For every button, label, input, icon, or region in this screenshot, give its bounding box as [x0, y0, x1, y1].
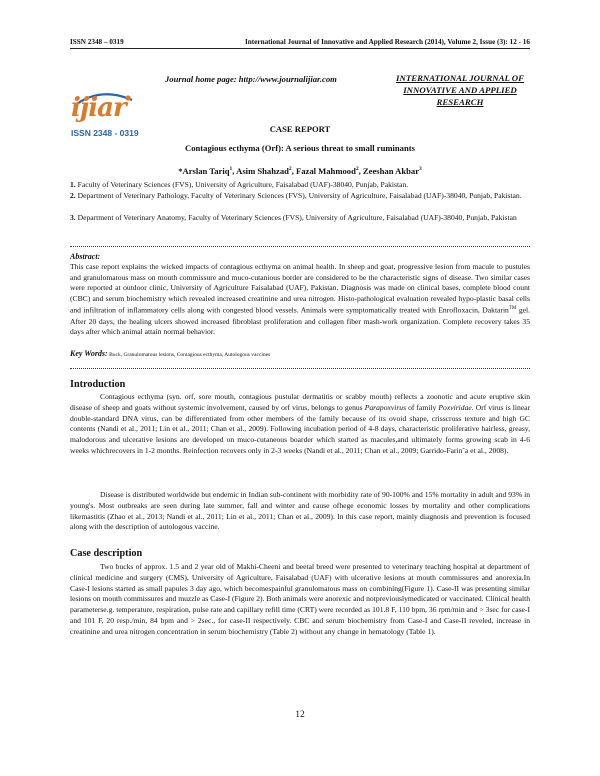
dotted-divider [70, 246, 530, 247]
keywords-text: Buck, Granulomatous lesions, Contagious ecthyma, Autologous vaccines [107, 352, 271, 358]
affiliation-2 [70, 191, 530, 202]
text-run: Contagious ecthyma (syn. orf, sore mouth, contagious pustular dermatitis or scabby mouth) reflects a zoonotic and acute eruptive skin disease of sheep and goats without systemic involvement, caused by orf virus, belongs to genus [70, 392, 530, 412]
author-3 [296, 166, 363, 176]
author-affil-num: 2 [288, 166, 292, 173]
affiliation-text: Department of Veterinary Pathology, Faculty of Veterinary Sciences (FVS), University of Agriculture, Faisalabad (UAF)-38040, Punjab, Pakistan. [75, 191, 522, 200]
page-number: 12 [295, 710, 305, 720]
intro-paragraph-2 [70, 490, 530, 533]
affiliation-number: 1. [70, 180, 76, 189]
family-name: Poxviridae. [438, 402, 474, 412]
running-header [70, 38, 530, 46]
author-1 [178, 166, 236, 176]
article-title: Contagious ecthyma (Orf): A serious threat to small ruminants [185, 143, 415, 153]
affiliation-1 [70, 180, 530, 191]
abstract-text-part: This case report explains the wicked impacts of contagious ecthyma on animal health. In sheep and goat, progressive lesion from macule to pustules and granulomatous mass on mouth commissure and muco-cutanious border are considered to be the characteristic signs of disease. Two similar cases were reported at outdoor clinic, University of Agriculture Faisalabad (UAF), Pakistan. Diagnosis was made on clinical bases, complete blood count (CBC) and serum biochemistry which revealed increased creatinine and urea nitrogen. Histo-pathological evaluation revealed hypo-plastic basal cells and infiltration of inflammatory cells along with congested blood vessels. Animals were symptomatically treated with Enrofloxacin, Daktarin [70, 262, 530, 315]
author-affil-num: 2 [355, 166, 359, 173]
logo-wordmark: ijiar [71, 93, 126, 123]
dotted-divider [70, 368, 530, 369]
abstract-text-part: gel. After 20 days, the healing ulcers showed increased fibroblast proliferation and collagen fiber mash-work organization. Complete recovery takes 35 days after which animal attain normal behavior. [70, 305, 531, 337]
logo-issn: ISSN 2348 - 0319 [71, 128, 139, 138]
header-rule [70, 48, 530, 49]
author-list [0, 166, 600, 176]
keywords-label: Key Words: [70, 349, 108, 358]
journal-name: INTERNATIONAL JOURNAL OF INNOVATIVE AND APPLIED RESEARCH [396, 73, 524, 107]
text-run: Orf virus is linear double-standard DNA virus, can be differentiated from other members of the family because of its ovoid shape, crisscross texture and high GC contents (Nandi et al., 2011; Lin et al., 2011; Chan et al., 2009). Following incubation period of 4-8 days, characteristic proliferative hairless, greasy, malodorous and ulcerative lesions are developed on muco-cutaneous boarder which started as macules,and ultimately forms growing scab in 4-6 weeks whichrecovers in 1-2 months. Reinfection recovers only in 2-3 weeks (Nandi et al., 2011; Chan et al., 2009; Garrido-Farin˜a et al., 2008). [70, 402, 531, 455]
author-separator: , [358, 166, 363, 176]
text-run: Two bucks of approx. 1.5 and 2 year old of Makhi-Cheeni and beetal breed were presented to veterinary teaching hospital at department of clinical medicine and surgery (CMS), University of Agriculture, Faisalabad (UAF) with ulcerative lesions at mouth commissures and anorexia.In Case-I lesions started as small papules 3 day ago, which becomespainful granulomatous mass on combining(Figure 1). Case-II was presenting similar lesions on mouth commissures and muzzle as Case-I (Figure 2). Both animals were anorexic and notpreviouslymedicated or vaccinated. Clinical health parameterse.g. temperature, respiration, pulse rate and capillary refill time (CRT) were recorded as 101.8 F, 110 bpm, 36 rpm/min and > 3sec for case-I and 101 F, 20 resp./min, 84 bpm and > 2sec., for case-II respectively. CBC and serum biochemistry from Case-I and Case-II reveled, increase in creatinine and urea nitrogen concentration in serum biochemistry (Table 2) without any change in hematology (Table 1). [70, 562, 530, 636]
author-name: Asim Shahzad [236, 166, 289, 176]
author-2 [236, 166, 296, 176]
author-separator: , [232, 166, 237, 176]
author-affil-num: 1 [229, 166, 233, 173]
affiliation-number: 2. [70, 191, 76, 200]
text-run: Disease is distributed worldwide but endemic in Indian sub-continent with morbidity rate of 90-100% and 15% mortality in adult and 93% in young's. Most outbreaks are seen during late summer, fall and winter and cause ofhege economic losses by mortality and other complications likemastitis (Zhao et al., 2013; Nandi et al., 2011; Lin et al., 2011; Chan et al., 2009). In this case report, mainly diagnosis and prevention is focused along with the description of autologous vaccine. [70, 490, 530, 532]
abstract-text [70, 262, 530, 338]
author-name: *Arslan Tariq [178, 166, 230, 176]
trademark-sup: TM [508, 306, 517, 312]
affiliation-text: Faculty of Veterinary Sciences (FVS), University of Agriculture, Faisalabad (UAF)-38040, Punjab, Pakistan. [75, 180, 409, 189]
journal-homepage-link[interactable]: Journal home page: http://www.journalijiar.com [165, 74, 337, 84]
author-name: Fazal Mahmood [295, 166, 356, 176]
header-issn: ISSN 2348 – 0319 [70, 38, 124, 46]
author-4 [363, 166, 422, 176]
abstract-label: Abstract: [70, 252, 101, 261]
section-heading-case-description: Case description [70, 548, 143, 559]
header-journal-issue: International Journal of Innovative and Applied Research (2014), Volume 2, Issue (3): 12 - 16 [245, 38, 530, 46]
case-paragraph-1 [70, 562, 530, 637]
keywords [70, 349, 270, 358]
affiliation-3 [70, 213, 530, 224]
author-affil-num: 3 [419, 166, 422, 173]
article-type: CASE REPORT [269, 124, 331, 134]
genus-name: Parapoxvirus [364, 402, 407, 412]
section-heading-introduction: Introduction [70, 379, 126, 390]
affiliation-number: 3. [70, 213, 76, 222]
author-separator: , [291, 166, 296, 176]
author-name: Zeeshan Akbar [362, 166, 420, 176]
intro-paragraph-1 [70, 392, 530, 457]
affiliation-text: Department of Veterinary Anatomy, Faculty of Veterinary Sciences (FVS), University of Agriculture, Faisalabad (UAF)-38040, Punjab, Pakistan [75, 213, 517, 222]
text-run: of family [406, 402, 439, 412]
